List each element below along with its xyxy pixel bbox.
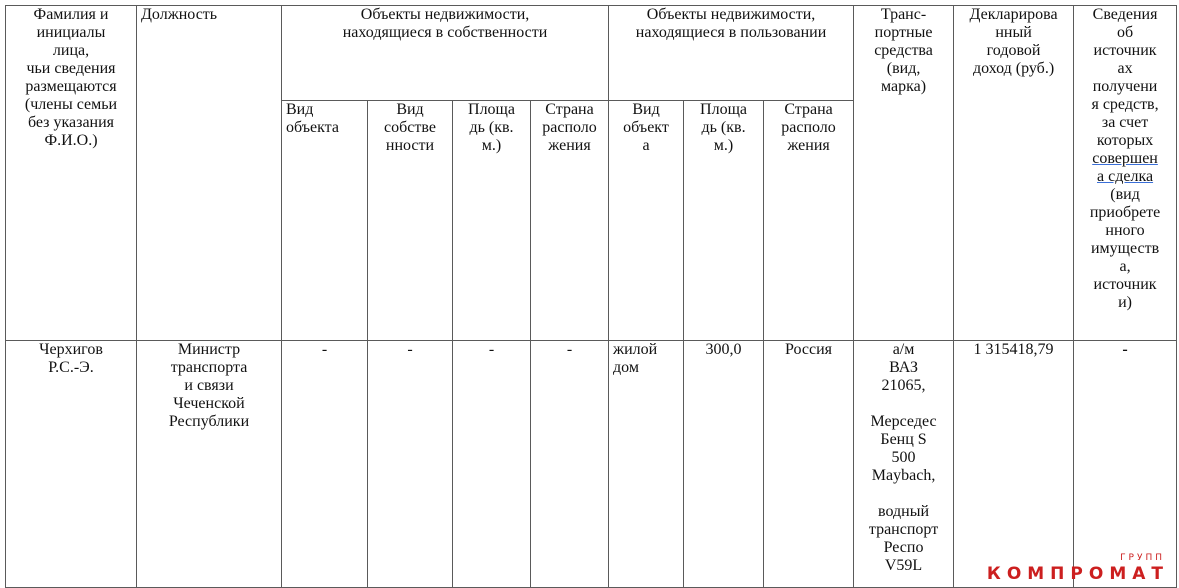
watermark-small-text: ГРУПП — [1120, 553, 1165, 563]
watermark-big-text: КОМПРОМАТ — [986, 564, 1169, 584]
cell-used-area: 300,0 — [684, 341, 764, 588]
header-fio: Фамилия и инициалы лица, чьи сведения размещаются (члены семьи без указания Ф.И.О.) — [6, 6, 137, 341]
cell-used-type: жилой дом — [609, 341, 684, 588]
cell-owned-country: - — [531, 341, 609, 588]
header-sources-part-2: совершен а сделка — [1092, 150, 1158, 185]
header-vehicles: Транс- портные средства (вид, марка) — [854, 6, 954, 341]
header-used-type: Вид объект а — [609, 101, 684, 341]
cell-owned-area: - — [453, 341, 531, 588]
header-sources-part-1: Сведения об источник ах получени я средств, за счет которых — [1091, 6, 1159, 149]
header-sources — [1074, 6, 1177, 341]
header-owned-country: Страна располо жения — [531, 101, 609, 341]
cell-income: 1 315418,79 — [954, 341, 1074, 588]
header-used-property: Объекты недвижимости, находящиеся в пользовании — [609, 6, 854, 101]
header-owned-area: Площа дь (кв. м.) — [453, 101, 531, 341]
cell-used-country: Россия — [764, 341, 854, 588]
header-owned-property: Объекты недвижимости, находящиеся в собственности — [282, 6, 609, 101]
header-used-area: Площа дь (кв. м.) — [684, 101, 764, 341]
cell-fio: Черхигов Р.С.-Э. — [6, 341, 137, 588]
watermark-logo — [986, 553, 1169, 584]
header-position: Должность — [137, 6, 282, 341]
header-owned-type: Вид объекта — [282, 101, 368, 341]
cell-owned-ownership: - — [368, 341, 453, 588]
declaration-table — [5, 5, 1177, 588]
header-row-1 — [6, 6, 1177, 101]
header-used-country: Страна располо жения — [764, 101, 854, 341]
cell-vehicles: а/м ВАЗ 21065, Мерседес Бенц S 500 Maybach, водный транспорт Респо V59L — [854, 341, 954, 588]
header-sources-part-3: (вид приобрете нного имуществ а, источник и) — [1089, 186, 1161, 311]
cell-sources: - — [1074, 341, 1177, 588]
header-income: Декларирова нный годовой доход (руб.) — [954, 6, 1074, 341]
cell-position: Министр транспорта и связи Чеченской Республики — [137, 341, 282, 588]
cell-owned-type: - — [282, 341, 368, 588]
table-row — [6, 341, 1177, 588]
header-owned-ownership: Вид собстве нности — [368, 101, 453, 341]
